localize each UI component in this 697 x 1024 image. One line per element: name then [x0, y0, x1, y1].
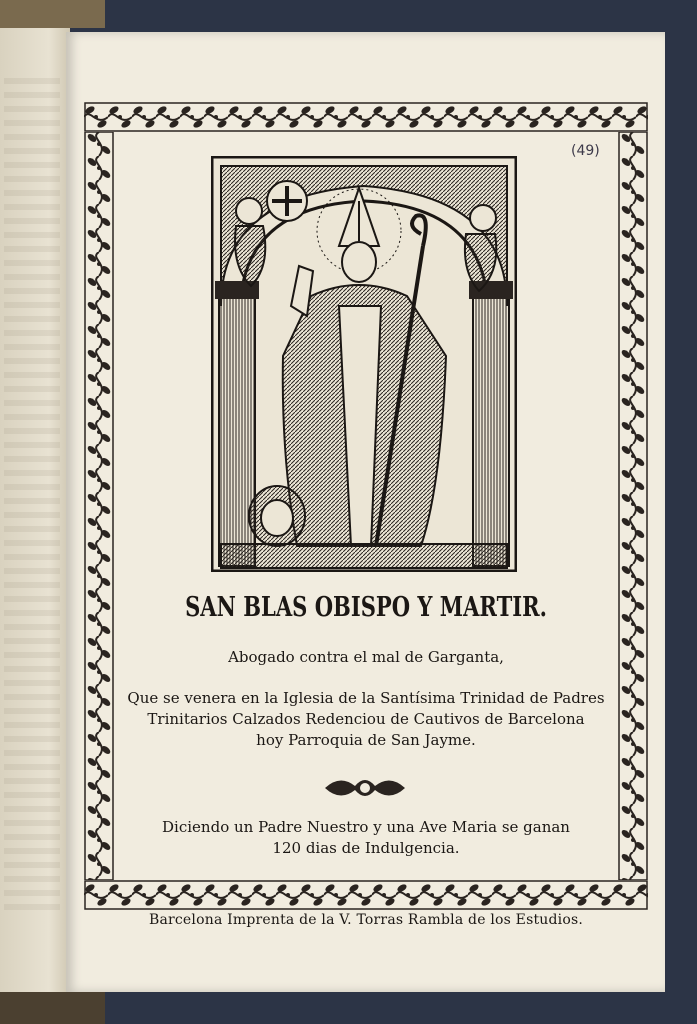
border-top — [84, 102, 648, 132]
border-bottom — [84, 880, 648, 910]
description-line: Que se venera en la Iglesia de la Santísima Trinidad de Padres — [127, 689, 605, 707]
printer-imprint: Barcelona Imprenta de la V. Torras Rambla de los Estudios. — [148, 912, 584, 928]
description-line: Trinitarios Calzados Redenciou de Cautivos de Barcelona — [147, 710, 585, 728]
prayer-line: 120 dias de Indulgencia. — [272, 839, 460, 857]
prayer-line: Diciendo un Padre Nuestro y una Ave Maria se ganan — [162, 818, 570, 836]
document-title: SAN BLAS OBISPO Y MARTIR. — [185, 592, 547, 623]
book-spine-top — [0, 0, 105, 28]
book-spine-bottom — [0, 992, 105, 1024]
document-subtitle: Abogado contra el mal de Garganta, — [228, 648, 504, 666]
border-left — [84, 132, 114, 880]
handwritten-page-number: (49) — [571, 143, 600, 159]
indulgence-prayer — [120, 817, 612, 859]
border-right — [618, 132, 648, 880]
left-page-bleed-through — [4, 78, 60, 918]
left-facing-page — [0, 28, 70, 998]
church-description — [120, 688, 612, 751]
saint-blaise-woodcut-illustration — [211, 156, 517, 572]
description-line: hoy Parroquia de San Jayme. — [256, 731, 476, 749]
fleuron-ornament — [320, 770, 410, 806]
